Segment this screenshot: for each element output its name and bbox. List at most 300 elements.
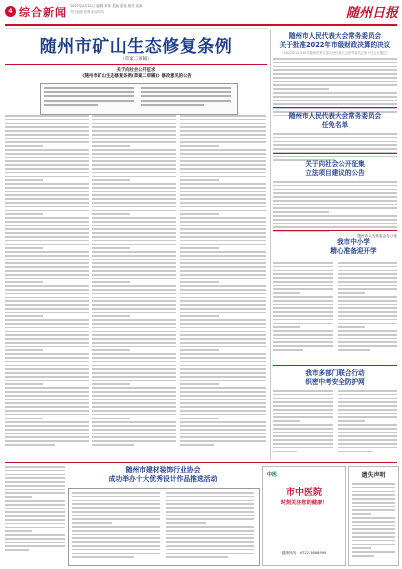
text-line [180,160,266,162]
text-line [5,425,89,427]
text-line [180,206,266,208]
text-line [72,496,160,498]
text-line [5,530,32,532]
text-line [5,331,89,333]
text-line [92,240,176,242]
text-line [338,428,397,430]
text-line [338,394,397,396]
text-line [166,492,254,494]
text-line [5,365,89,367]
text-line [92,425,176,427]
text-line [180,138,266,140]
text-line [5,236,89,238]
text-line [92,421,176,423]
text-line [166,515,254,517]
text-line [273,266,333,268]
text-line [273,277,333,279]
text-line [352,547,371,549]
text-line [5,534,65,536]
text-line [92,149,176,151]
text-line [180,153,266,155]
feature-headline: 随州市建材装饰行业协会 [125,466,201,474]
text-line [180,213,219,215]
text-line [5,221,89,223]
text-line [273,192,397,194]
text-line [5,481,65,483]
divider [273,365,397,366]
text-line [5,262,89,264]
text-line [338,304,397,306]
text-line [5,130,89,132]
text-line [273,262,333,264]
text-line [92,357,176,359]
text-line [273,405,333,407]
right-article-2 [273,112,397,163]
text-line [92,172,176,174]
text-line [352,494,395,496]
text-line [180,346,266,348]
text-line [180,414,266,416]
text-line [352,487,395,489]
text-line [92,270,176,272]
text-line [273,296,333,298]
text-line [5,429,89,431]
text-line [92,141,176,143]
text-line [5,542,65,544]
text-line [338,270,397,272]
text-line [5,466,65,468]
text-line [92,327,176,329]
notice-heading [5,68,267,79]
text-line [5,414,89,416]
notice-title-2: 《随州市矿山生态修复条例(草案二审稿)》修改意见的公告 [80,73,192,79]
text-line [273,323,333,325]
text-line [92,206,176,208]
text-line [166,503,254,505]
text-line [273,88,329,90]
text-line [5,194,89,196]
text-line [92,259,176,261]
text-line [5,319,89,321]
text-line [273,345,333,347]
text-line [180,368,266,370]
text-line [273,58,397,60]
text-line [273,100,397,102]
page-header [0,0,402,26]
text-line [273,390,333,392]
text-line [180,372,266,374]
text-line [273,428,333,430]
text-line [352,491,395,493]
text-line [92,232,176,234]
text-line [273,451,297,453]
text-line [5,176,89,178]
article-body-column [273,262,333,353]
text-line [92,342,176,344]
text-line [273,200,397,202]
article-body-column [338,262,397,353]
text-line [273,435,333,437]
text-line [5,240,89,242]
text-line [72,507,160,509]
text-line [338,300,397,302]
text-line [92,115,176,117]
text-line [180,262,266,264]
text-line [180,191,266,193]
text-line [273,133,397,135]
text-line [352,528,395,530]
text-line [273,288,333,290]
article-title: 随州市人民代表大会常务委员会 [288,32,382,40]
text-line [352,521,395,523]
text-line [92,153,176,155]
text-line [5,376,89,378]
text-line [5,213,43,215]
text-line [72,526,160,528]
text-line [338,315,397,317]
text-line [92,383,130,385]
text-line [338,435,397,437]
text-line [180,391,266,393]
text-line [338,432,397,434]
ad-phone: 健康热线：0722-3888999 [281,551,327,555]
text-line [5,538,65,540]
text-line [273,84,397,86]
text-line [72,534,160,536]
text-line [5,168,89,170]
text-line [273,204,397,206]
text-line [5,210,89,212]
text-line [92,247,130,249]
feature-table [68,488,260,566]
text-line [5,285,89,287]
text-line [273,334,333,336]
text-line [180,228,266,230]
text-line [5,149,89,151]
text-line [352,525,395,527]
main-subtitle: （草案二审稿） [120,57,152,62]
text-line [5,496,32,498]
bottom-divider [5,462,397,463]
text-line [273,281,333,283]
text-line [5,327,89,329]
text-line [5,436,89,438]
text-line [92,179,130,181]
hospital-ad[interactable] [262,466,346,566]
header-info-line: 2022年4月11日 编辑 宋伟 美编 某某 校对 某某 [70,4,143,8]
text-line [92,372,176,374]
text-line [180,236,266,238]
text-line [180,270,266,272]
text-line [92,138,176,140]
text-line [180,221,266,223]
text-line [273,144,397,146]
text-line [92,368,176,370]
text-line [273,92,397,94]
text-line [5,281,43,283]
text-line [273,196,397,198]
main-headline: 随州市矿山生态修复条例 [39,37,233,57]
text-line [166,556,228,558]
text-line [92,376,176,378]
text-line [273,219,397,221]
text-line [166,496,254,498]
text-line [5,183,89,185]
text-line [5,399,89,401]
text-line [273,62,397,64]
text-line [273,185,397,187]
text-line [273,319,333,321]
text-line [92,228,176,230]
text-line [92,123,176,125]
bottom-left-text [5,466,65,553]
text-line [338,439,397,441]
text-line [180,240,266,242]
text-line [273,398,333,400]
text-line [273,96,397,98]
text-line [92,255,176,257]
text-line [180,300,266,302]
text-line [180,357,266,359]
text-line [273,223,397,225]
text-line [92,168,176,170]
text-line [273,292,300,294]
text-line [180,134,266,136]
text-line [180,353,266,355]
text-line [338,330,397,332]
text-line [273,273,333,275]
text-line [5,141,89,143]
text-line [5,504,65,506]
text-line [92,436,176,438]
text-line [352,517,395,519]
text-line [273,394,333,396]
text-line [180,429,266,431]
text-line [338,409,397,411]
text-line [180,365,266,367]
text-line [273,77,397,79]
article-signature: 随州市人大常委会办公室 [357,233,397,238]
text-line [92,391,176,393]
text-line [92,346,176,348]
text-line [352,506,395,508]
column-divider [270,30,271,460]
section-title: 综合新闻 [19,6,67,19]
text-line [180,387,266,389]
text-line [92,145,130,147]
text-line [92,251,176,253]
text-line [180,141,266,143]
text-line [5,206,89,208]
text-line [338,451,373,453]
text-line [5,444,55,446]
text-line [5,346,89,348]
text-line [92,274,176,276]
notice-title: 关于向社会公开征求 [116,68,156,73]
notice-text-col [44,87,134,108]
text-line [166,500,254,502]
text-line [180,444,214,446]
text-line [338,345,397,347]
text-line [273,148,397,150]
text-line [273,66,397,68]
text-line [92,176,176,178]
text-line [5,545,65,547]
text-line [92,130,176,132]
text-line [180,247,219,249]
text-line [5,123,89,125]
text-line [5,191,89,193]
text-line [273,311,333,313]
text-line [5,523,65,525]
text-line [273,215,397,217]
text-line [180,410,266,412]
text-line [180,312,266,314]
text-line [338,311,397,313]
text-line [273,420,300,422]
text-line [5,492,65,494]
text-line [5,126,89,128]
text-line [338,398,397,400]
masthead-logo: 随州日报 [346,6,399,21]
text-line [5,278,89,280]
text-line [166,511,254,513]
text-line [5,232,89,234]
text-line [180,259,266,261]
text-line [338,262,397,264]
text-line [166,545,254,547]
article-title-2: 任免名单 [321,121,349,129]
text-line [5,519,65,521]
text-line [338,338,397,340]
article-body-column [5,115,89,448]
text-line [338,273,397,275]
text-line [72,545,160,547]
article-title-2: 立法项目建议的公告 [305,169,365,177]
text-line [180,327,266,329]
text-line [5,338,89,340]
text-line [273,416,333,418]
text-line [5,353,89,355]
text-line [180,126,266,128]
notice-text-col [141,87,231,108]
text-line [92,406,176,408]
right-article-4 [310,238,397,256]
text-line [92,387,176,389]
text-line [92,119,176,121]
text-line [180,149,266,151]
text-line [92,353,176,355]
text-line [166,507,254,509]
text-line [180,440,266,442]
text-line [5,255,89,257]
text-line [92,319,176,321]
text-line [180,304,266,306]
text-line [352,536,395,538]
text-line [338,443,397,445]
text-line [5,485,65,487]
text-line [92,361,176,363]
article-title: 随州市人民代表大会常务委员会 [288,112,382,120]
text-line [273,315,333,317]
text-line [180,168,266,170]
text-line [72,503,160,505]
divider [273,153,397,154]
text-line [5,134,89,136]
text-line [338,307,397,309]
text-line [72,518,160,520]
text-line [5,115,89,117]
text-line [352,544,395,546]
text-line [5,391,89,393]
text-line [5,289,89,291]
text-line [92,289,176,291]
text-line [180,421,266,423]
text-line [5,372,89,374]
divider [273,107,397,108]
text-line [273,181,397,183]
text-line [352,498,395,500]
text-line [352,532,395,534]
text-line [273,413,333,415]
text-line [180,225,266,227]
text-line [92,308,176,310]
text-line [273,285,333,287]
text-line [180,198,266,200]
text-line [92,297,176,299]
text-line [273,69,397,71]
text-line [338,341,397,343]
text-line [92,444,134,446]
text-line [180,402,266,404]
text-line [338,292,365,294]
text-line [5,266,89,268]
text-line [273,330,333,332]
text-line [92,395,176,397]
text-line [352,540,395,542]
text-line [5,247,43,249]
text-line [338,326,365,328]
text-line [180,176,266,178]
text-line [92,262,176,264]
text-line [352,513,371,515]
text-line [180,202,266,204]
text-line [92,402,176,404]
text-line [352,551,395,553]
text-line [338,277,397,279]
text-line [338,288,397,290]
text-line [180,361,266,363]
text-line [5,342,89,344]
text-line [180,342,266,344]
text-line [273,189,397,191]
lost-notice [348,466,399,566]
text-line [180,278,266,280]
text-line [180,179,219,181]
text-line [180,334,266,336]
text-line [273,226,397,228]
text-line [92,221,176,223]
ad-logo: 中医 [267,472,278,478]
text-line [92,187,176,189]
text-line [180,145,219,147]
text-line [180,123,266,125]
text-line [72,553,160,555]
text-line [273,304,333,306]
text-line [180,406,266,408]
text-line [5,187,89,189]
text-line [338,266,397,268]
